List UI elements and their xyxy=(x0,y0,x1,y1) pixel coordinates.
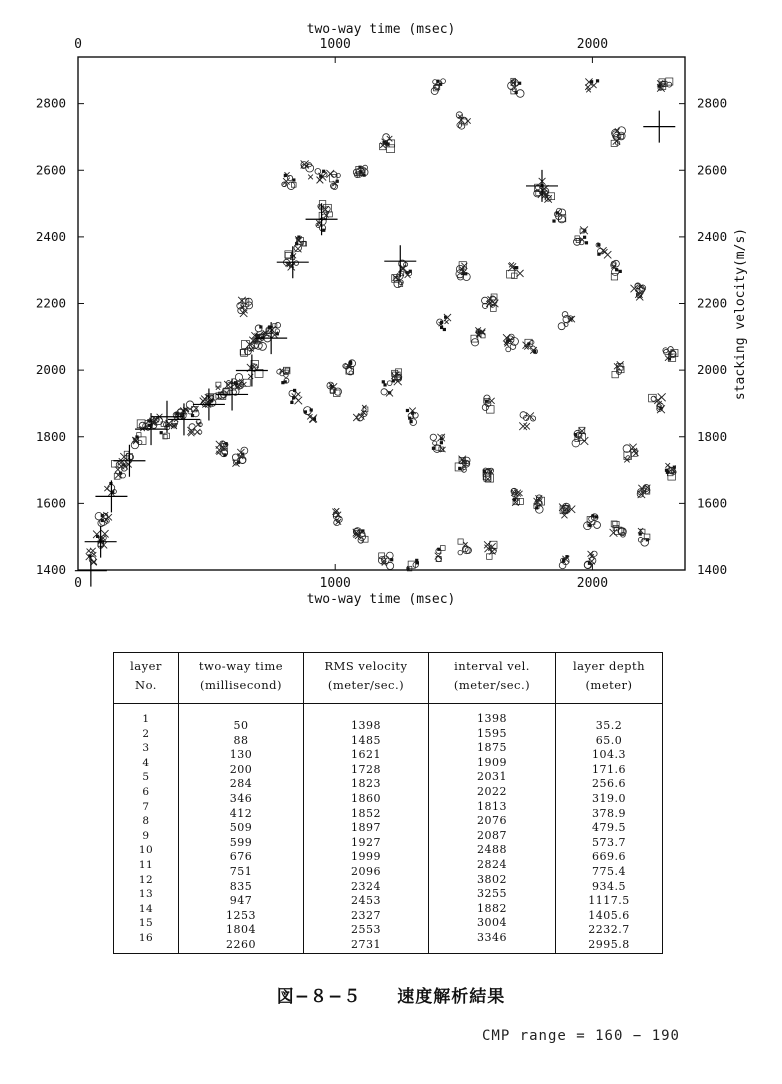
semblance-mark xyxy=(195,429,201,435)
plot-frame xyxy=(78,57,685,570)
table-cell: 13 xyxy=(138,888,154,901)
semblance-mark xyxy=(443,328,446,331)
table-cell: 50 xyxy=(233,719,249,732)
semblance-mark xyxy=(430,434,436,440)
semblance-mark xyxy=(595,515,598,518)
x-tick-label-top: 1000 xyxy=(319,37,351,52)
table-cell: 412 xyxy=(229,806,253,820)
table-cell: 2327 xyxy=(351,908,381,922)
table-cell: 284 xyxy=(229,777,253,791)
table-cell: 10 xyxy=(138,844,154,857)
semblance-mark xyxy=(658,84,661,87)
table-cell: 1804 xyxy=(226,923,256,937)
semblance-mark xyxy=(436,80,439,83)
semblance-mark xyxy=(138,437,146,445)
semblance-mark xyxy=(310,408,313,411)
table-cell: 599 xyxy=(229,835,253,849)
semblance-mark xyxy=(193,410,200,417)
table-cell: 1621 xyxy=(351,748,381,762)
semblance-mark xyxy=(287,175,292,180)
semblance-mark xyxy=(219,393,226,400)
y-tick-label-right: 2400 xyxy=(697,228,728,244)
table-cell: 3 xyxy=(142,742,150,755)
table-cell: 171.6 xyxy=(592,762,626,776)
table-cell: 7 xyxy=(142,800,150,813)
y-tick-label-right: 1600 xyxy=(697,495,728,511)
semblance-mark xyxy=(160,431,163,434)
table-cell: 6 xyxy=(142,785,150,798)
semblance-mark xyxy=(663,348,668,353)
semblance-mark xyxy=(293,389,296,392)
semblance-mark xyxy=(535,506,538,509)
semblance-mark xyxy=(585,241,588,244)
table-cell: 2453 xyxy=(351,894,381,908)
semblance-mark xyxy=(665,463,670,468)
semblance-mark xyxy=(440,441,443,444)
semblance-mark xyxy=(322,170,325,173)
header-two-way-time: two-way time (millisecond) xyxy=(179,653,304,704)
x-tick-label-top: 0 xyxy=(74,37,82,52)
semblance-mark xyxy=(458,550,462,554)
figure-caption: 図−８−５ 速度解析結果 xyxy=(276,987,506,1007)
semblance-mark xyxy=(440,321,443,324)
table-cell: 947 xyxy=(229,894,253,908)
semblance-mark xyxy=(562,312,568,318)
table-cell: 2022 xyxy=(477,784,507,798)
table-cell: 65.0 xyxy=(595,733,623,747)
semblance-mark xyxy=(386,552,393,559)
velocity-pick xyxy=(113,445,145,477)
table-cell: 8 xyxy=(142,815,150,828)
x-tick-label: 2000 xyxy=(576,576,609,591)
table-cell: 14 xyxy=(138,902,154,915)
table-cell: 16 xyxy=(138,931,154,944)
table-cell: 1728 xyxy=(351,762,381,776)
semblance-mark xyxy=(216,385,220,389)
y-tick-label: 2200 xyxy=(35,295,66,311)
header-layer-no: layer No. xyxy=(114,653,179,704)
semblance-mark xyxy=(87,549,91,553)
table-cell: 1999 xyxy=(351,850,381,864)
semblance-mark xyxy=(319,205,323,209)
semblance-mark xyxy=(92,552,97,557)
semblance-mark xyxy=(440,326,443,329)
semblance-mark xyxy=(458,539,463,544)
table-cell: 1398 xyxy=(351,719,381,732)
semblance-mark xyxy=(232,454,238,460)
semblance-mark xyxy=(382,380,385,383)
semblance-mark xyxy=(121,473,126,478)
semblance-mark xyxy=(458,467,461,470)
y-tick-label: 1400 xyxy=(35,562,66,577)
table-cell: 751 xyxy=(229,864,253,878)
y-tick-label: 1800 xyxy=(35,428,66,444)
table-cell: 5 xyxy=(142,771,150,784)
table-cell: 573.7 xyxy=(592,835,626,849)
y-tick-label: 2000 xyxy=(35,362,66,378)
table-cell: 2553 xyxy=(351,923,381,937)
semblance-mark xyxy=(111,460,118,467)
semblance-mark xyxy=(284,174,287,177)
axis-ticks xyxy=(36,37,727,591)
header-interval-vel: interval vel. (meter/sec.) xyxy=(429,653,556,704)
semblance-mark xyxy=(658,393,666,401)
semblance-mark xyxy=(666,471,669,474)
semblance-mark xyxy=(135,435,138,438)
semblance-mark xyxy=(295,397,303,405)
table-cell: 669.6 xyxy=(592,850,626,864)
table-cell: 1117.5 xyxy=(588,894,630,908)
semblance-mark xyxy=(558,323,565,330)
table-cell: 1823 xyxy=(351,777,381,791)
semblance-mark xyxy=(326,170,334,178)
velocity-pick xyxy=(85,526,117,558)
semblance-mark xyxy=(612,371,618,377)
semblance-mark xyxy=(186,401,193,408)
semblance-mark xyxy=(285,251,292,258)
table-cell: 1 xyxy=(142,713,150,725)
semblance-mark xyxy=(242,340,250,348)
table-cell: 1405.6 xyxy=(588,908,630,922)
semblance-mark xyxy=(308,175,313,180)
semblance-mark xyxy=(322,229,325,232)
two-way-time-column xyxy=(179,704,304,954)
semblance-mark xyxy=(387,381,392,386)
table-cell: 256.6 xyxy=(592,777,626,791)
scatter-marks xyxy=(86,78,678,571)
rms-velocity-column xyxy=(304,704,429,954)
semblance-mark xyxy=(445,320,449,324)
semblance-mark xyxy=(437,548,440,551)
semblance-mark xyxy=(615,268,618,271)
y-axis-title: stacking velocity(m/s) xyxy=(733,227,748,401)
table-cell: 1253 xyxy=(226,908,256,922)
table-cell: 104.3 xyxy=(592,748,626,762)
velocity-pick xyxy=(236,354,268,386)
table-cell: 1485 xyxy=(351,733,381,747)
layer-depth-column xyxy=(556,704,663,954)
semblance-mark xyxy=(319,175,322,178)
table-cell: 775.4 xyxy=(592,864,626,878)
semblance-mark xyxy=(387,562,394,569)
velocity-pick xyxy=(277,246,309,278)
semblance-mark xyxy=(313,417,316,420)
y-tick-label-right: 1400 xyxy=(697,562,728,577)
semblance-mark xyxy=(604,251,611,258)
semblance-mark xyxy=(390,558,393,561)
table-cell: 2232.7 xyxy=(588,923,630,937)
table-cell: 1927 xyxy=(351,835,381,849)
table-cell: 479.5 xyxy=(592,821,626,835)
table-cell: 378.9 xyxy=(592,806,626,820)
semblance-mark xyxy=(519,422,527,430)
velocity-results-table xyxy=(113,652,663,954)
table-cell: 1909 xyxy=(477,755,507,769)
semblance-mark xyxy=(90,548,96,554)
semblance-mark xyxy=(596,79,599,82)
semblance-mark xyxy=(611,521,617,527)
y-tick-label: 1600 xyxy=(35,495,66,511)
y-tick-label-right: 2600 xyxy=(697,162,728,178)
semblance-mark xyxy=(667,82,672,87)
semblance-mark xyxy=(381,389,387,395)
velocity-pick xyxy=(643,111,675,143)
velocity-pick xyxy=(306,203,338,235)
semblance-mark xyxy=(290,401,293,404)
semblance-mark xyxy=(507,270,515,278)
semblance-mark xyxy=(275,322,281,328)
table-cell: 3255 xyxy=(477,887,507,901)
table-cell: 509 xyxy=(229,821,253,835)
table-cell: 130 xyxy=(229,748,253,762)
table-cell: 676 xyxy=(229,850,253,864)
semblance-mark xyxy=(189,424,195,430)
semblance-mark xyxy=(618,127,626,135)
semblance-mark xyxy=(623,445,631,453)
table-cell: 2824 xyxy=(477,857,507,871)
semblance-mark xyxy=(517,270,524,277)
layer-no-column xyxy=(114,704,179,954)
table-cell: 1875 xyxy=(477,741,507,755)
velocity-picks xyxy=(75,111,675,587)
table-cell: 88 xyxy=(233,733,249,747)
x-axis-title-top: two-way time (msec) xyxy=(306,22,456,37)
header-rms-velocity: RMS velocity (meter/sec.) xyxy=(304,653,429,704)
x-tick-label-top: 2000 xyxy=(576,37,609,52)
x-axis-title-bottom: two-way time (msec) xyxy=(306,592,456,607)
x-tick-label: 0 xyxy=(74,576,82,591)
table-cell: 2076 xyxy=(477,814,507,828)
semblance-mark xyxy=(580,437,588,445)
semblance-mark xyxy=(216,441,224,449)
table-cell: 1860 xyxy=(351,791,381,805)
semblance-mark xyxy=(515,266,518,269)
table-cell: 346 xyxy=(229,791,253,805)
table-cell: 2031 xyxy=(477,770,507,784)
semblance-mark xyxy=(524,423,530,429)
table-cell: 319.0 xyxy=(592,791,626,805)
table-cell: 35.2 xyxy=(595,719,623,732)
semblance-mark xyxy=(410,420,413,423)
table-cell: 3004 xyxy=(477,916,507,930)
semblance-mark xyxy=(330,385,333,388)
semblance-mark xyxy=(531,416,536,421)
table-cell: 2 xyxy=(142,727,150,740)
semblance-mark xyxy=(281,381,284,384)
semblance-mark xyxy=(315,168,321,174)
table-cell: 2731 xyxy=(351,937,381,951)
table-cell: 1398 xyxy=(477,712,507,725)
table-cell: 1852 xyxy=(351,806,381,820)
semblance-mark xyxy=(552,219,555,222)
table-cell: 11 xyxy=(138,858,154,871)
table-cell: 12 xyxy=(138,873,154,886)
table-cell: 934.5 xyxy=(592,879,626,893)
semblance-mark xyxy=(639,532,642,535)
velocity-pick xyxy=(526,170,558,202)
semblance-mark xyxy=(597,253,600,256)
table-cell: 2488 xyxy=(477,843,507,857)
table-cell: 9 xyxy=(142,829,150,842)
table-cell: 2324 xyxy=(351,879,381,893)
table-cell: 1813 xyxy=(477,799,507,813)
semblance-mark xyxy=(594,522,601,529)
semblance-mark xyxy=(441,79,446,84)
table-cell: 1882 xyxy=(477,901,507,915)
semblance-mark xyxy=(353,414,360,421)
table-cell: 3802 xyxy=(477,872,507,886)
semblance-mark xyxy=(406,409,409,412)
velocity-pick xyxy=(95,480,127,512)
semblance-mark xyxy=(506,347,511,352)
header-layer-depth: layer depth (meter) xyxy=(556,653,663,704)
table-cell: 835 xyxy=(229,879,253,893)
y-tick-label-right: 1800 xyxy=(697,428,728,444)
table-cell: 1897 xyxy=(351,821,381,835)
y-tick-label: 2400 xyxy=(35,228,66,244)
velocity-pick xyxy=(168,403,200,435)
semblance-mark xyxy=(164,433,169,438)
semblance-mark xyxy=(383,383,386,386)
y-tick-label-right: 2000 xyxy=(697,362,728,378)
table-cell: 2260 xyxy=(226,937,256,951)
x-tick-label: 1000 xyxy=(319,576,351,591)
cmp-range-label: CMP range = 160 − 190 xyxy=(481,1028,680,1044)
y-tick-label: 2600 xyxy=(35,162,66,178)
y-tick-label-right: 2200 xyxy=(697,295,728,311)
table-cell: 2087 xyxy=(477,828,507,842)
semblance-mark xyxy=(651,396,656,401)
table-cell: 2995.8 xyxy=(588,937,630,951)
interval-vel-column xyxy=(429,704,556,954)
y-tick-label: 2800 xyxy=(35,95,66,111)
table-cell: 200 xyxy=(229,762,253,776)
table-cell: 3346 xyxy=(477,930,507,944)
table-cell: 1595 xyxy=(477,726,507,740)
table-cell: 2096 xyxy=(351,864,381,878)
table-cell: 15 xyxy=(138,917,154,930)
semblance-mark xyxy=(163,435,167,439)
y-tick-label-right: 2800 xyxy=(697,95,728,111)
semblance-mark xyxy=(235,374,242,381)
table-cell: 4 xyxy=(142,756,150,769)
semblance-mark xyxy=(304,410,307,413)
semblance-mark xyxy=(349,362,352,365)
